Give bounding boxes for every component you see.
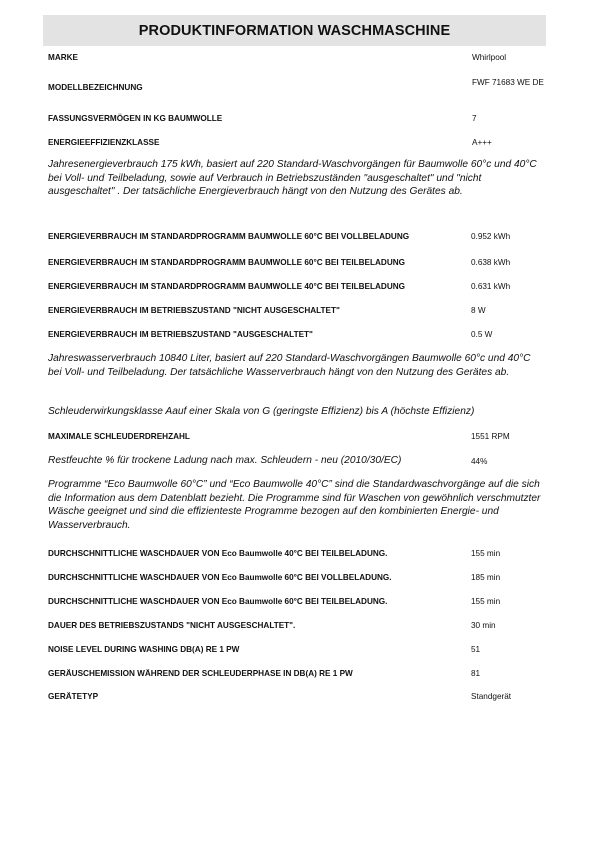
- spec-value: 7: [472, 114, 477, 123]
- spec-label: ENERGIEEFFIZIENZKLASSE: [48, 138, 160, 147]
- spec-value: FWF 71683 WE DE: [472, 78, 544, 87]
- spec-value: 185 min: [471, 573, 501, 582]
- spec-label: ENERGIEVERBRAUCH IM STANDARDPROGRAMM BAUMWOLLE 60°C BEI VOLLBELADUNG: [48, 232, 410, 241]
- spec-label: GERÄUSCHEMISSION WÄHREND DER SCHLEUDERPHASE IN DB(A) RE 1 PW: [48, 669, 353, 678]
- spec-label: ENERGIEVERBRAUCH IM BETRIEBSZUSTAND "NICHT AUSGESCHALTET": [48, 306, 340, 315]
- spec-label: ENERGIEVERBRAUCH IM BETRIEBSZUSTAND "AUSGESCHALTET": [48, 330, 313, 339]
- spec-value: 155 min: [471, 549, 501, 558]
- spin-class-note: Schleuderwirkungsklasse Aauf einer Skala von G (geringste Effizienz) bis A (höchste Effizienz): [48, 406, 475, 417]
- energy-consumption-note: Jahresenergieverbrauch 175 kWh, basiert auf 220 Standard-Waschvorgängen für Baumwolle 60°c und 40°C bei Voll- und Teilbeladung, sowie auf Verbrauch in Betriebszuständen "ausgeschaltet" und "nicht ausgeschaltet" . Der tatsächliche Energieverbrauch hängt von den Nutzung des Gerätes ab.: [48, 159, 537, 198]
- spec-label: Restfeuchte % für trockene Ladung nach max. Schleudern - neu (2010/30/EC): [48, 455, 402, 466]
- spec-value: 0.952 kWh: [471, 232, 511, 241]
- spec-label: MAXIMALE SCHLEUDERDREHZAHL: [48, 432, 190, 441]
- spec-value: 8 W: [471, 306, 486, 315]
- spec-label: DURCHSCHNITTLICHE WASCHDAUER VON Eco Baumwolle 40°C BEI TEILBELADUNG.: [48, 549, 388, 558]
- spec-label: DAUER DES BETRIEBSZUSTANDS "NICHT AUSGESCHALTET".: [48, 621, 296, 630]
- spec-label: DURCHSCHNITTLICHE WASCHDAUER VON Eco Baumwolle 60°C BEI TEILBELADUNG.: [48, 597, 388, 606]
- page-title: PRODUKTINFORMATION WASCHMASCHINE: [43, 15, 546, 46]
- spec-label: FASSUNGSVERMÖGEN IN KG BAUMWOLLE: [48, 114, 223, 123]
- spec-label: MODELLBEZEICHNUNG: [48, 83, 143, 92]
- spec-value: 0.638 kWh: [471, 258, 511, 267]
- spec-value: 155 min: [471, 597, 501, 606]
- spec-value: 51: [471, 645, 481, 654]
- spec-label: NOISE LEVEL DURING WASHING DB(A) RE 1 PW: [48, 645, 240, 654]
- spec-value: A+++: [472, 138, 492, 147]
- standard-programs-note: Programme “Eco Baumwolle 60°C” und “Eco Baumwolle 40°C” sind die Standardwaschvorgänge auf die sich die Information aus dem Datenblatt bezieht. Die Programme sind für Waschen von gewöhnlich verschmutzter Wäsche geeignet und sind die effizienteste Programme bezogen auf den kombinierten Energie- und Wasserverbrauch.: [48, 479, 541, 531]
- spec-value: 44%: [471, 457, 488, 466]
- spec-label: ENERGIEVERBRAUCH IM STANDARDPROGRAMM BAUMWOLLE 60°C BEI TEILBELADUNG: [48, 258, 406, 267]
- spec-value: 81: [471, 669, 481, 678]
- water-consumption-note: Jahreswasserverbrauch 10840 Liter, basiert auf 220 Standard-Waschvorgängen Baumwolle 60°c und 40°C bei Voll- und Teilbeladung. Der tatsächliche Wasserverbrauch hängt von den Nutzung des Gerätes ab.: [48, 353, 531, 378]
- spec-value: Standgerät: [471, 692, 512, 701]
- spec-label: MARKE: [48, 53, 79, 62]
- spec-value: Whirlpool: [472, 53, 507, 62]
- spec-value: 0.5 W: [471, 330, 493, 339]
- spec-label: ENERGIEVERBRAUCH IM STANDARDPROGRAMM BAUMWOLLE 40°C BEI TEILBELADUNG: [48, 282, 406, 291]
- spec-value: 0.631 kWh: [471, 282, 511, 291]
- spec-value: 30 min: [471, 621, 496, 630]
- spec-label: GERÄTETYP: [48, 692, 99, 701]
- spec-label: DURCHSCHNITTLICHE WASCHDAUER VON Eco Baumwolle 60°C BEI VOLLBELADUNG.: [48, 573, 392, 582]
- spec-value: 1551 RPM: [471, 432, 510, 441]
